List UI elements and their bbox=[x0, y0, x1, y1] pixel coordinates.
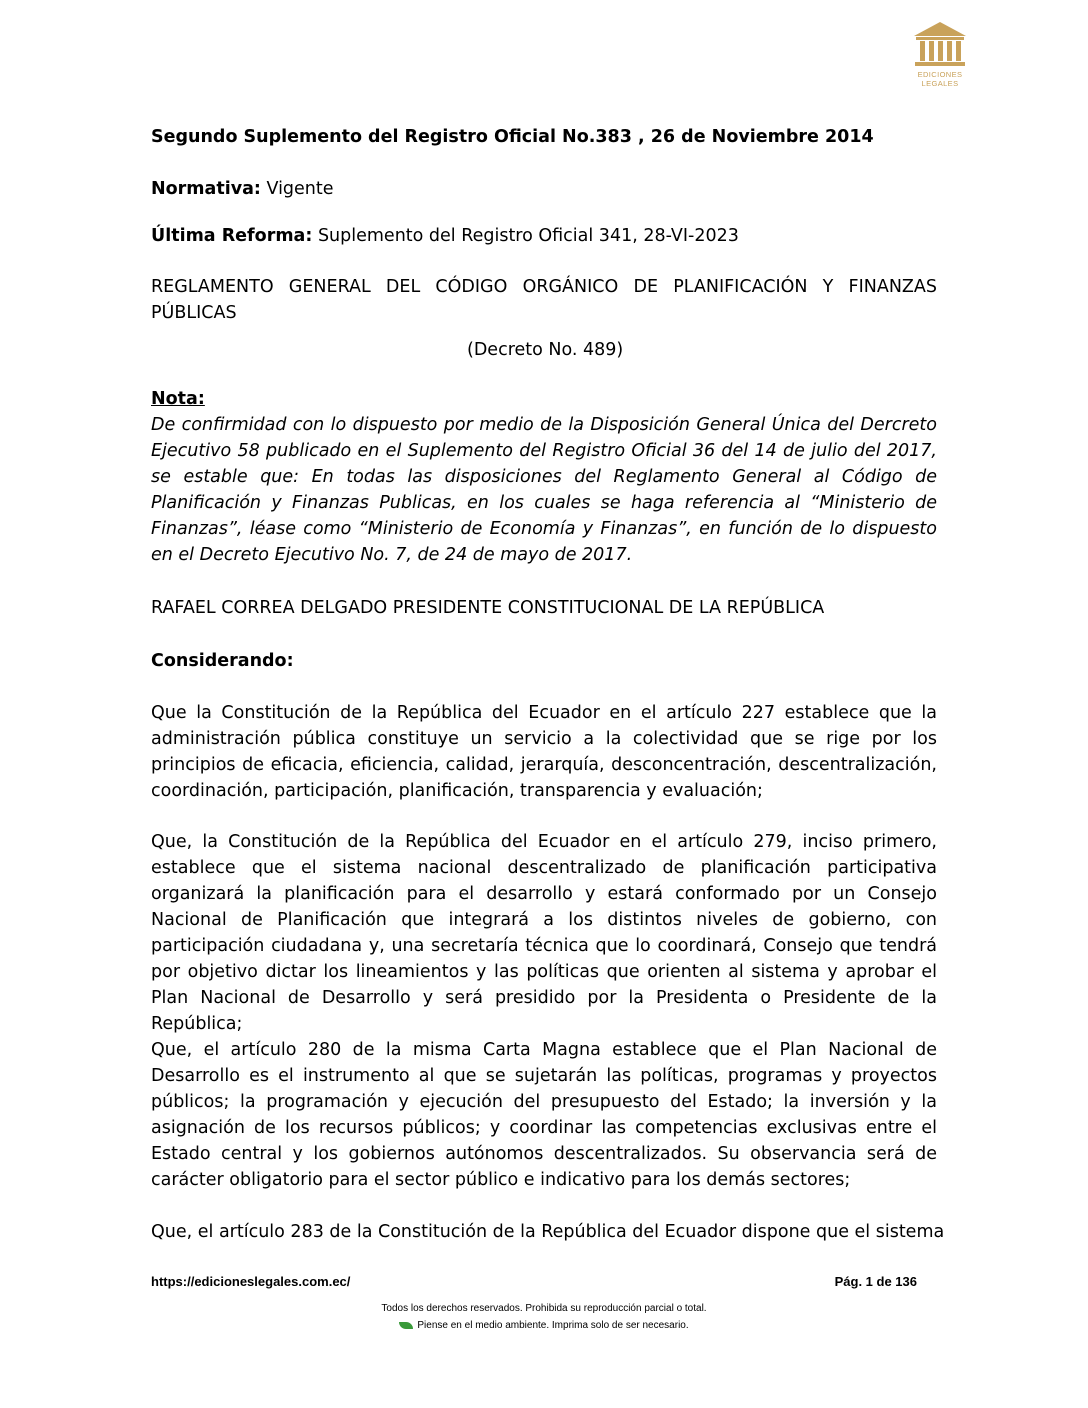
rights-notice: Todos los derechos reservados. Prohibida su reproducción parcial o total. bbox=[381, 1303, 707, 1314]
normativa-line bbox=[151, 176, 937, 202]
reforma-label: Última Reforma: bbox=[151, 226, 313, 246]
reforma-value: Suplemento del Registro Oficial 341, 28-VI-2023 bbox=[312, 226, 739, 246]
paragraph-279: Que, la Constitución de la República del Ecuador en el artículo 279, inciso primero, establece que el sistema nacional descentralizado de planificación participativa organizará la planificación para el desarrollo y estará conformado por un Consejo Nacional de Planificación que integrará a los distintos niveles de gobierno, con participación ciudadana y, una secretaría técnica que lo coordinará, Consejo que tendrá por objetivo dictar los lineamientos y las políticas que orienten al sistema y aprobar el Plan Nacional de Desarrollo y será presidido por la Presidenta o Presidente de la República; bbox=[151, 832, 937, 1034]
page-number: Pág. 1 de 136 bbox=[834, 1274, 917, 1289]
registro-title: Segundo Suplemento del Registro Oficial No.383 , 26 de Noviembre 2014 bbox=[151, 127, 874, 147]
decree-number: (Decreto No. 489) bbox=[467, 340, 624, 360]
temple-icon bbox=[908, 20, 972, 68]
reforma-line bbox=[151, 223, 937, 249]
normativa-value: Vigente bbox=[260, 179, 334, 199]
considerando-heading: Considerando: bbox=[151, 651, 294, 671]
environment-text: Piense en el medio ambiente. Imprima solo de ser necesario. bbox=[417, 1320, 689, 1331]
regulation-title: REGLAMENTO GENERAL DEL CÓDIGO ORGÁNICO DE PLANIFICACIÓN Y FINANZAS PÚBLICAS bbox=[151, 277, 937, 323]
nota-text: De confirmidad con lo dispuesto por medio de la Disposición General Única del Dercreto Ejecutivo 58 publicado en el Suplemento del Registro Oficial 36 del 14 de julio del 2017, se estable que: En todas las disposiciones del Reglamento General al Código de Planificación y Finanzas Publicas, en los cuales se haga referencia al “Ministerio de Finanzas”, léase como “Ministerio de Economía y Finanzas”, en función de lo dispuesto en el Decreto Ejecutivo No. 7, de 24 de mayo de 2017. bbox=[151, 415, 937, 565]
logo-line-1: EDICIONES bbox=[917, 70, 963, 79]
nota-label: Nota: bbox=[151, 389, 205, 409]
logo-line-2: LEGALES bbox=[921, 79, 959, 88]
paragraph-280: Que, el artículo 280 de la misma Carta Magna establece que el Plan Nacional de Desarrollo es el instrumento al que se sujetarán las políticas, programas y proyectos públicos; la programación y ejecución del presupuesto del Estado; la inversión y la asignación de los recursos públicos; y coordinar las competencias exclusivas entre el Estado central y los gobiernos autónomos descentralizados. Su observancia será de carácter obligatorio para el sector público e indicativo para los demás sectores; bbox=[151, 1040, 937, 1190]
ediciones-legales-logo bbox=[908, 20, 972, 92]
paragraph-227: Que la Constitución de la República del Ecuador en el artículo 227 establece que la administración pública constituye un servicio a la colectividad que se rige por los principios de eficacia, eficiencia, calidad, jerarquía, desconcentración, descentralización, coordinación, participación, planificación, transparencia y evaluación; bbox=[151, 703, 937, 801]
normativa-label: Normativa: bbox=[151, 179, 261, 199]
logo-text bbox=[908, 70, 972, 88]
footer-url-link[interactable]: https://edicioneslegales.com.ec/ bbox=[151, 1274, 351, 1289]
president-line: RAFAEL CORREA DELGADO PRESIDENTE CONSTITUCIONAL DE LA REPÚBLICA bbox=[151, 598, 825, 618]
paragraph-283: Que, el artículo 283 de la Constitución de la República del Ecuador dispone que el sistema bbox=[151, 1222, 945, 1242]
environment-notice bbox=[0, 1320, 1088, 1331]
leaf-icon bbox=[399, 1322, 413, 1329]
